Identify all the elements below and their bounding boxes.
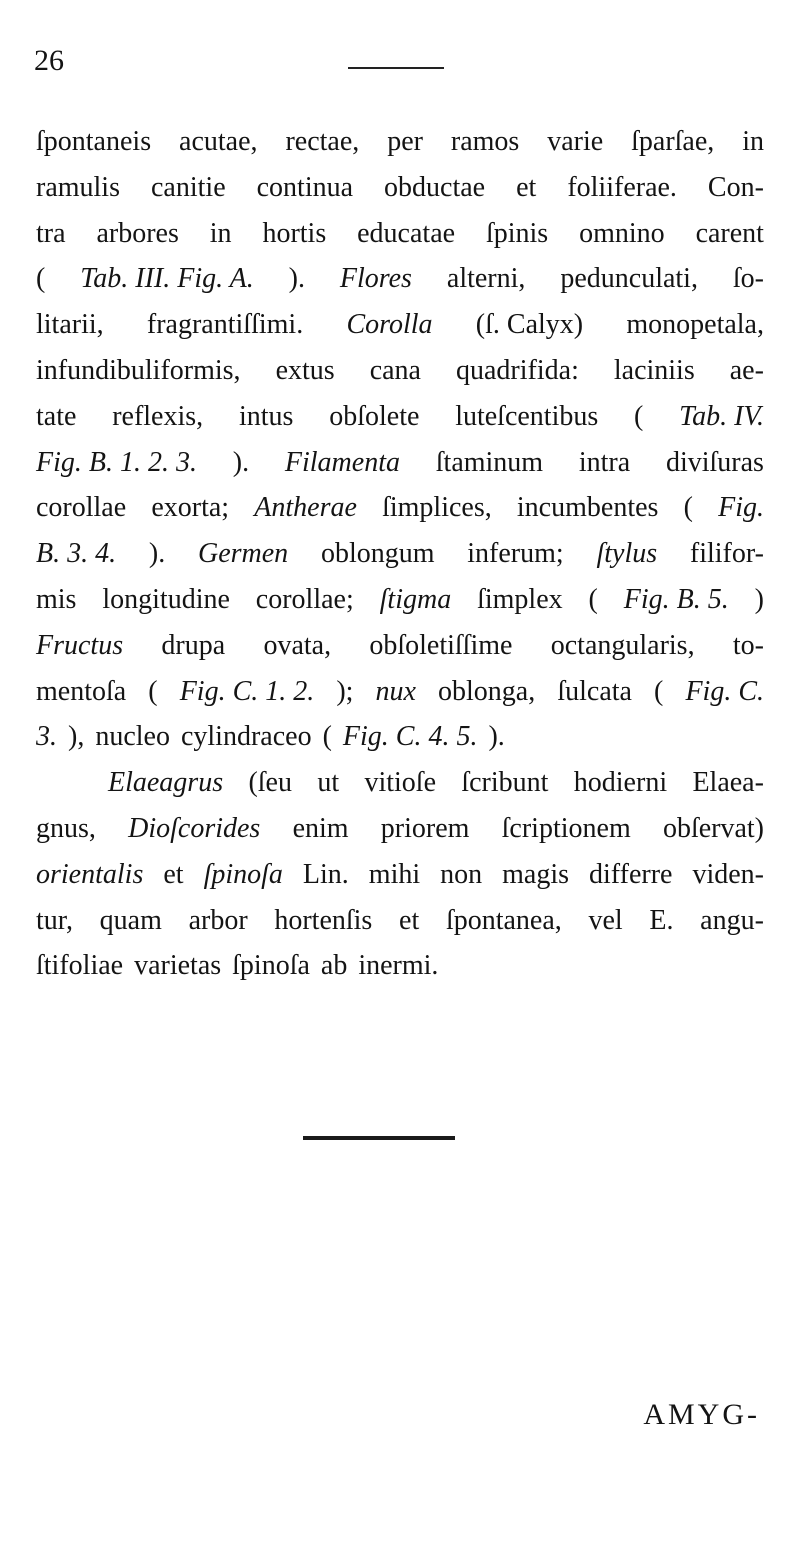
word: ae-	[729, 354, 764, 386]
italic-word: orientalis	[36, 858, 144, 890]
word: vitioſe	[364, 767, 436, 799]
text-line	[36, 950, 764, 996]
word: educatae	[357, 217, 456, 249]
page-number: 26	[34, 44, 64, 77]
word: ſparſae,	[631, 126, 715, 157]
word: ſtifoliae	[36, 950, 124, 982]
word: )	[754, 583, 764, 615]
italic-word: Antherae	[254, 492, 357, 524]
word: hortis	[262, 217, 327, 249]
italic-word: Fig. B. 1. 2. 3.	[36, 446, 197, 478]
italic-word: Fructus	[36, 629, 124, 661]
word: (	[148, 675, 158, 707]
text-line	[36, 813, 764, 859]
catchword: AMYG-	[643, 1398, 760, 1431]
word: et	[399, 904, 420, 936]
word: ſpinoſa	[232, 950, 310, 982]
italic-word: Fig. B. 5.	[623, 583, 729, 615]
word: ).	[288, 263, 305, 295]
word: litarii,	[36, 309, 104, 341]
word: intus	[238, 400, 294, 432]
word: ).	[232, 446, 250, 478]
word: fragrantiſſimi.	[146, 309, 304, 341]
word: corollae;	[255, 583, 354, 615]
word: varietas	[134, 950, 222, 982]
italic-word: B. 3. 4.	[36, 538, 117, 570]
word: ſimplices,	[382, 492, 492, 524]
word: corollae	[36, 492, 127, 524]
word: diviſuras	[665, 446, 764, 478]
word: foliiferae.	[567, 171, 677, 203]
word: obſolete	[329, 400, 420, 432]
word: intra	[578, 446, 631, 478]
word: in	[742, 126, 764, 157]
word: gnus,	[36, 812, 96, 844]
text-line	[36, 538, 764, 584]
word: non	[440, 858, 483, 890]
text-line	[36, 721, 764, 767]
word: ſulcata	[557, 675, 632, 707]
word: hortenſis	[274, 904, 373, 936]
word: quam	[99, 904, 162, 936]
word: obſoletiſſime	[369, 629, 513, 661]
word: continua	[256, 171, 354, 203]
word: et	[163, 858, 184, 890]
word: ab	[320, 950, 348, 982]
text-line	[36, 767, 764, 813]
word: pedunculati,	[560, 263, 698, 295]
text-line	[36, 676, 764, 722]
italic-word: nux	[375, 675, 416, 707]
word: differre	[589, 858, 673, 890]
text-line	[36, 447, 764, 493]
word: varie	[547, 126, 604, 157]
word: laciniis	[613, 354, 695, 386]
word: ut	[317, 767, 340, 799]
italic-word: Tab. III. Fig. A.	[80, 263, 254, 295]
word: exorta;	[151, 492, 230, 524]
word: hodierni	[573, 767, 668, 799]
header-rule	[348, 67, 444, 69]
word: (ſ. Calyx)	[475, 309, 584, 341]
word: mihi	[368, 858, 421, 890]
text-line	[36, 218, 764, 264]
italic-word: ſpinoſa	[203, 858, 283, 890]
italic-word: Fig. C. 4. 5.	[342, 721, 478, 753]
word: et	[516, 171, 537, 203]
italic-word: Filamenta	[284, 446, 400, 478]
word: carent	[695, 217, 764, 249]
italic-word: ſtylus	[596, 538, 658, 570]
word: cana	[369, 354, 421, 386]
text-line	[36, 905, 764, 951]
italic-word: Flores	[339, 263, 412, 295]
text-line	[36, 263, 764, 309]
word: infundibuliformis,	[36, 354, 241, 386]
italic-word: 3.	[36, 721, 57, 753]
word: monopetala,	[626, 309, 764, 341]
word: nucleo	[95, 721, 170, 753]
word: angu-	[700, 904, 764, 936]
word: luteſcentibus	[455, 400, 599, 432]
text-line	[36, 859, 764, 905]
word: ).	[488, 721, 505, 753]
word: inferum;	[467, 538, 564, 570]
word: magis	[502, 858, 570, 890]
word: ſpinis	[485, 217, 549, 249]
word: E.	[649, 904, 674, 936]
italic-word: Dioſcorides	[128, 812, 261, 844]
word: (	[634, 400, 644, 432]
word: ſpontanea,	[445, 904, 562, 936]
word: extus	[275, 354, 335, 386]
word: ſtaminum	[435, 446, 544, 478]
word: alterni,	[446, 263, 526, 295]
word: incumbentes	[516, 492, 659, 524]
text-line	[36, 401, 764, 447]
word: rectae,	[285, 126, 360, 157]
word: in	[209, 217, 232, 249]
word: tur,	[36, 904, 73, 936]
italic-word: Germen	[197, 538, 289, 570]
word: mis	[36, 583, 77, 615]
italic-word: ſtigma	[379, 583, 452, 615]
text-line	[36, 309, 764, 355]
text-line	[36, 584, 764, 630]
word: ramos	[450, 126, 520, 157]
word: ſcriptionem	[501, 812, 631, 844]
word: ovata,	[263, 629, 332, 661]
word: ſcribunt	[461, 767, 549, 799]
word: (ſeu	[248, 767, 292, 799]
italic-word: Fig. C. 1. 2.	[179, 675, 315, 707]
word: (	[588, 583, 598, 615]
italic-word: Tab. IV.	[679, 400, 764, 432]
word: acutae,	[179, 126, 258, 157]
word: (	[36, 263, 46, 295]
body-text	[36, 126, 764, 996]
text-line	[36, 355, 764, 401]
word: tra	[36, 217, 66, 249]
word: Lin.	[302, 858, 349, 890]
word: ).	[148, 538, 166, 570]
italic-word: Corolla	[346, 309, 433, 341]
word: vel	[588, 904, 623, 936]
italic-word: Fig.	[718, 492, 764, 524]
word: ſimplex	[477, 583, 563, 615]
word: mentoſa	[36, 675, 127, 707]
word: filifor-	[689, 538, 764, 570]
word: ſo-	[732, 263, 764, 295]
word: ramulis	[36, 171, 120, 203]
word: Elaea-	[692, 767, 764, 799]
word: enim	[292, 812, 349, 844]
word: omnino	[579, 217, 665, 249]
word: );	[336, 675, 354, 707]
word: obſervat)	[662, 812, 764, 844]
word: reflexis,	[112, 400, 204, 432]
word: oblonga,	[438, 675, 536, 707]
text-line	[36, 630, 764, 676]
word: (	[683, 492, 693, 524]
text-line	[36, 172, 764, 218]
word: Con-	[707, 171, 764, 203]
word: oblongum	[320, 538, 435, 570]
word: longitudine	[102, 583, 230, 615]
word: drupa	[161, 629, 226, 661]
word: cylindraceo	[180, 721, 312, 753]
word: inermi.	[358, 950, 439, 982]
italic-word: Fig. C.	[685, 675, 764, 707]
word: obductae	[384, 171, 486, 203]
word: viden-	[692, 858, 764, 890]
italic-word: Elaeagrus	[108, 767, 224, 799]
word: per	[387, 126, 423, 157]
word: ſpontaneis	[36, 126, 152, 157]
word: arbores	[96, 217, 179, 249]
end-rule	[303, 1136, 455, 1140]
word: tate	[36, 400, 77, 432]
word: (	[654, 675, 664, 707]
text-line	[36, 126, 764, 172]
word: priorem	[380, 812, 470, 844]
word: (	[322, 721, 332, 753]
word: canitie	[151, 171, 226, 203]
word: octangularis,	[550, 629, 695, 661]
word: to-	[732, 629, 764, 661]
word: quadrifida:	[456, 354, 579, 386]
text-line	[36, 492, 764, 538]
word: ),	[68, 721, 85, 753]
word: arbor	[188, 904, 248, 936]
